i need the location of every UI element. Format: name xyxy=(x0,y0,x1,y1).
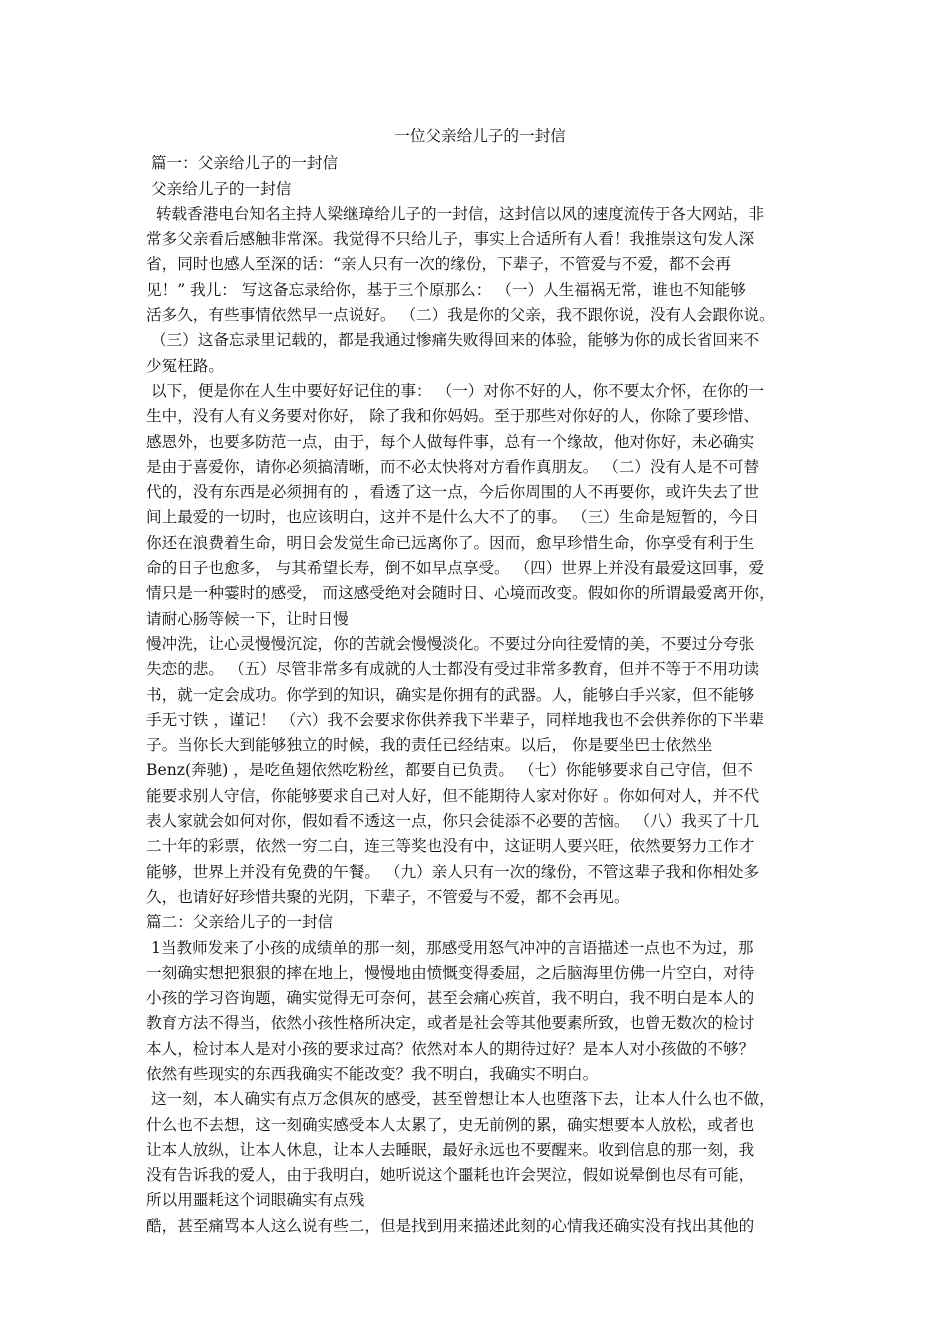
text-line: 书，就一定会成功。你学到的知识，确实是你拥有的武器。人，能够白手兴家，但不能够 xyxy=(146,685,755,704)
text-line: 间上最爱的一切时，也应该明白，这并不是什么大不了的事。 （三）生命是短暂的，今日 xyxy=(146,508,760,527)
text-line: 以下，便是你在人生中要好好记住的事： （一）对你不好的人，你不要太介怀，在你的一 xyxy=(146,381,765,400)
text-line: 少冤枉路。 xyxy=(146,356,224,375)
text-line: 久，也请好好珍惜共聚的光阴，下辈子，不管爱与不爱，都不会再见。 xyxy=(146,887,630,906)
document-body xyxy=(146,124,814,1239)
text-line: 能要求别人守信，你能够要求自己对人好，但不能期待人家对你好 。你如何对人，并不代 xyxy=(146,786,760,805)
text-line: 能够，世界上并没有免费的午餐。 （九）亲人只有一次的缘份，不管这辈子我和你相处多 xyxy=(146,862,760,881)
text-line: 是由于喜爱你，请你必须搞清晰，而不必太快将对方看作真朋友。 （二）没有人是不可替 xyxy=(146,457,760,476)
text-line: 代的，没有东西是必须拥有的 ，看透了这一点，今后你周围的人不再要你，或许失去了世 xyxy=(146,483,760,502)
text-line: 你还在浪费着生命，明日会发觉生命已远离你了。因而，愈早珍惜生命，你享受有利于生 xyxy=(146,533,755,552)
text-line: 见！” 我儿： 写这备忘录给你，基于三个原那么： （一）人生福祸无常，谁也不知能够 xyxy=(146,280,746,299)
text-line: （三）这备忘录里记载的，都是我通过惨痛失败得回来的体验，能够为你的成长省回来不 xyxy=(146,331,760,350)
text-line: 二十年的彩票，依然一穷二白，连三等奖也没有中，这证明人要兴旺，依然要努力工作才 xyxy=(146,837,755,856)
text-line: 篇二：父亲给儿子的一封信 xyxy=(146,913,334,932)
text-line: 命的日子也愈多， 与其希望长寿，倒不如早点享受。 （四）世界上并没有最爱这回事，爱 xyxy=(146,559,765,578)
text-line: 让本人放纵，让本人休息，让本人去睡眠，最好永远也不要醒来。收到信息的那一刻，我 xyxy=(146,1140,755,1159)
text-line: 1当教师发来了小孩的成绩单的那一刻，那感受用怒气冲冲的言语描述一点也不为过，那 xyxy=(146,938,754,957)
text-line: 失恋的悲。 （五）尽管非常多有成就的人士都没有受过非常多教育，但并不等于不用功读 xyxy=(146,660,760,679)
text-line: 篇一：父亲给儿子的一封信 xyxy=(146,154,339,173)
document-text xyxy=(146,151,814,1239)
text-line: 什么也不去想，这一刻确实感受本人太累了，史无前例的累，确实想要本人放松，或者也 xyxy=(146,1115,755,1134)
text-line: 慢冲洗，让心灵慢慢沉淀，你的苦就会慢慢淡化。不要过分向往爱情的美，不要过分夸张 xyxy=(146,634,755,653)
text-line: 省，同时也感人至深的话：“亲人只有一次的缘份，下辈子，不管爱与不爱，都不会再 xyxy=(146,255,731,274)
text-line: 表人家就会如何对你，假如看不透这一点，你只会徒添不必要的苦恼。 （八）我买了十几 xyxy=(146,812,760,831)
text-line: 所以用噩耗这个词眼确实有点残 xyxy=(146,1191,365,1210)
text-line: 转载香港电台知名主持人梁继璋给儿子的一封信，这封信以风的速度流传于各大网站，非 xyxy=(146,204,765,223)
text-line: 常多父亲看后感触非常深。我觉得不只给儿子，事实上合适所有人看！我推崇这句发人深 xyxy=(146,230,755,249)
text-line: 请耐心肠等候一下，让时日慢 xyxy=(146,609,349,628)
text-line: 教育方法不得当，依然小孩性格所决定，或者是社会等其他要素所致，也曾无数次的检讨 xyxy=(146,1014,755,1033)
text-line: 手无寸铁 ，谨记！ （六）我不会要求你供养我下半辈子，同样地我也不会供养你的下半辈 xyxy=(146,710,765,729)
text-line: 感恩外，也要多防范一点，由于，每个人做每件事，总有一个缘故，他对你好，未必确实 xyxy=(146,432,755,451)
text-line: 父亲给儿子的一封信 xyxy=(146,179,292,198)
text-line: 本人，检讨本人是对小孩的要求过高？依然对本人的期待过好？是本人对小孩做的不够？ xyxy=(146,1039,755,1058)
text-line: 生中，没有人有义务要对你好， 除了我和你妈妈。至于那些对你好的人，你除了要珍惜、 xyxy=(146,407,760,426)
text-line: 依然有些现实的东西我确实不能改变？我不明白，我确实不明白。 xyxy=(146,1064,599,1083)
text-line: 一刻确实想把狠狠的摔在地上，慢慢地由愤慨变得委屈，之后脑海里仿佛一片空白，对待 xyxy=(146,963,755,982)
text-line: 活多久，有些事情依然早一点说好。 （二）我是你的父亲，我不跟你说，没有人会跟你说。 xyxy=(146,306,775,325)
text-line: 情只是一种霎时的感受， 而这感受绝对会随时日、心境而改变。假如你的所谓最爱离开你， xyxy=(146,584,775,603)
text-line: 没有告诉我的爱人，由于我明白，她听说这个噩耗也许会哭泣，假如说晕倒也尽有可能， xyxy=(146,1166,755,1185)
text-line: 小孩的学习咨询题，确实觉得无可奈何，甚至会痛心疾首，我不明白，我不明白是本人的 xyxy=(146,989,755,1008)
text-line: 酷，甚至痛骂本人这么说有些二，但是找到用来描述此刻的心情我还确实没有找出其他的 xyxy=(146,1216,755,1235)
text-line: Benz(奔驰) ，是吃鱼翅依然吃粉丝，都要自已负责。 （七）你能够要求自己守信，但不 xyxy=(146,761,753,780)
document-title: 一位父亲给儿子的一封信 xyxy=(394,127,566,145)
text-line: 这一刻，本人确实有点万念俱灰的感受，甚至曾想让本人也堕落下去，让本人什么也不做， xyxy=(146,1090,775,1109)
text-line: 子。当你长大到能够独立的时候，我的责任已经结束。以后， 你是要坐巴士依然坐 xyxy=(146,736,713,755)
